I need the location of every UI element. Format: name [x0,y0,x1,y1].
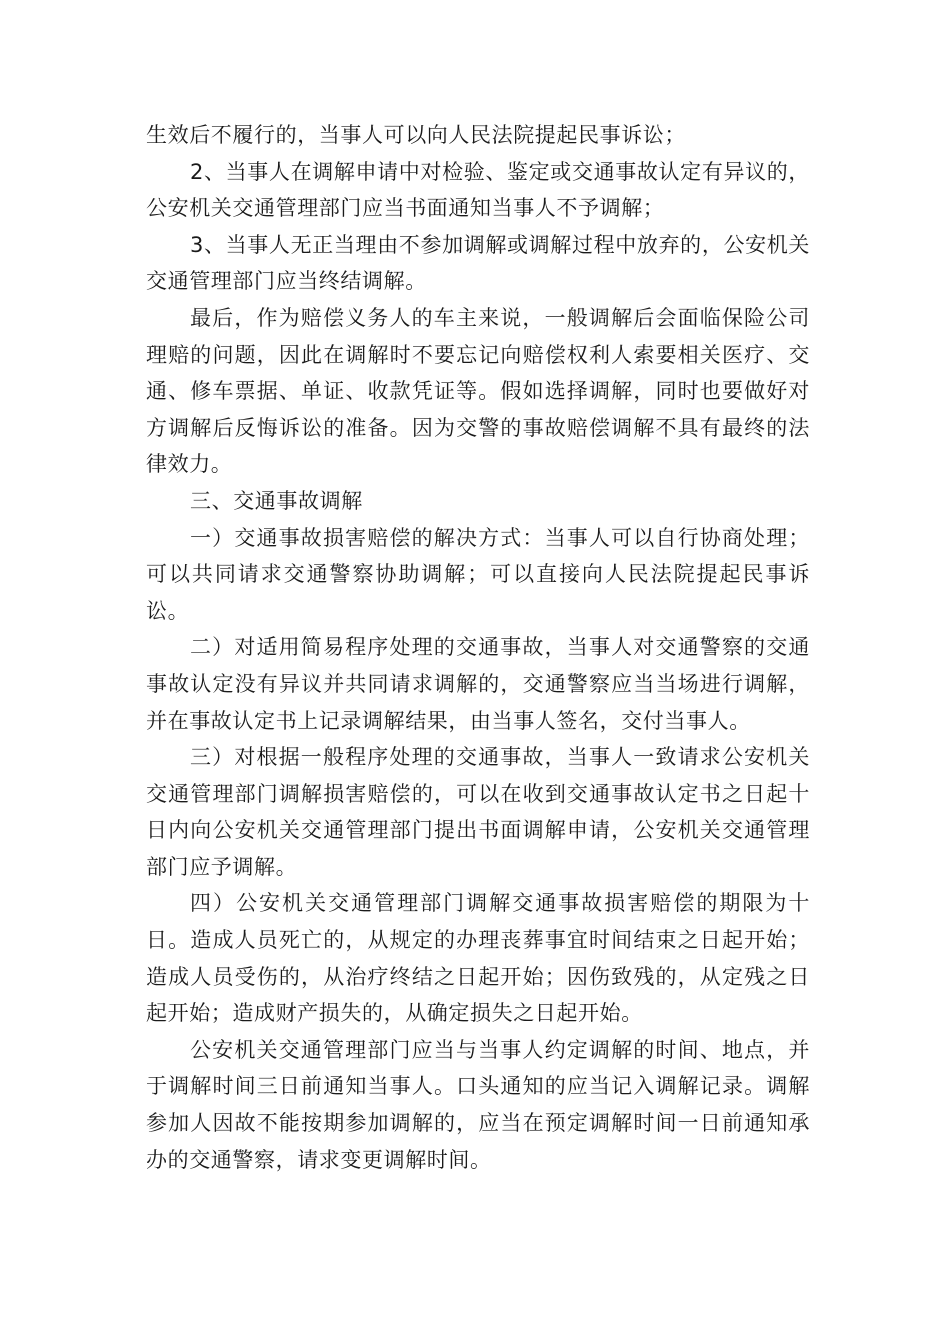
paragraph-section-3: 三）对根据一般程序处理的交通事故，当事人一致请求公安机关交通管理部门调解损害赔偿的，可以在收到交通事故认定书之日起十日内向公安机关交通管理部门提出书面调解申请，公安机关交通管理部门应予调解。 [146,745,810,879]
paragraph-section-4: 四）公安机关交通管理部门调解交通事故损害赔偿的期限为十日。造成人员死亡的，从规定的办理丧葬事宜时间结束之日起开始；造成人员受伤的，从治疗终结之日起开始；因伤致残的，从定残之日起开始；造成财产损失的，从确定损失之日起开始。 [146,891,810,1026]
paragraph-item-2: 2、当事人在调解申请中对检验、鉴定或交通事故认定有异议的，公安机关交通管理部门应当书面通知当事人不予调解； [146,159,810,221]
paragraph-item-3: 3、当事人无正当理由不参加调解或调解过程中放弃的，公安机关交通管理部门应当终结调解。 [146,232,810,294]
paragraph-section-1: 一）交通事故损害赔偿的解决方式：当事人可以自行协商处理；可以共同请求交通警察协助调解；可以直接向人民法院提起民事诉讼。 [146,525,810,623]
paragraph-conclusion: 最后，作为赔偿义务人的车主来说，一般调解后会面临保险公司理赔的问题，因此在调解时不要忘记向赔偿权利人索要相关医疗、交通、修车票据、单证、收款凭证等。假如选择调解，同时也要做好对方调解后反悔诉讼的准备。因为交警的事故赔偿调解不具有最终的法律效力。 [146,305,810,477]
paragraph-continuation: 生效后不履行的，当事人可以向人民法院提起民事诉讼； [146,123,686,147]
section-heading: 三、交通事故调解 [190,488,363,513]
document-body [146,117,810,1178]
paragraph-notice: 公安机关交通管理部门应当与当事人约定调解的时间、地点，并于调解时间三日前通知当事人。口头通知的应当记入调解记录。调解参加人因故不能按期参加调解的，应当在预定调解时间一日前通知承办的交通警察，请求变更调解时间。 [146,1037,810,1172]
paragraph-section-2: 二）对适用简易程序处理的交通事故，当事人对交通警察的交通事故认定没有异议并共同请求调解的，交通警察应当当场进行调解，并在事故认定书上记录调解结果，由当事人签名，交付当事人。 [146,635,810,733]
